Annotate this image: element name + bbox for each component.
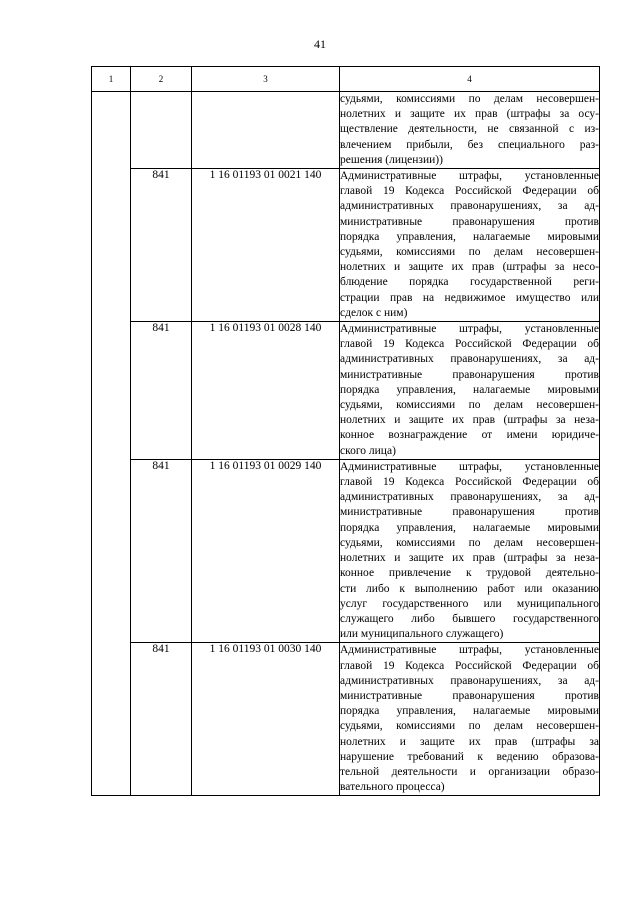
admin-code-cell: 841 [131,169,192,322]
description-line: административных правонарушениях, за ад- [340,200,599,213]
description-cell [340,169,600,322]
description-line: Административные штрафы, установленные [340,644,599,657]
description-line: нолетних и защите их прав (штрафы за осу- [340,108,599,121]
description-line: конное привлечение к трудовой деятельно- [340,567,599,580]
table-row [92,643,600,796]
description-line: сделок с ним) [340,306,408,319]
table-row [92,459,600,642]
description-line: сти либо к выполнению работ или оказанию [340,582,599,595]
header-col-1: 1 [92,67,131,92]
description-line: нолетних и защите их прав (штрафы за [340,735,599,748]
description-line: административных правонарушениях, за ад- [340,491,599,504]
description-line: судьями, комиссиями по делам несовершен- [340,536,599,549]
table-row [92,92,600,169]
description-line: нарушение требований к ведению образова- [340,750,599,763]
description-line: нолетних и защите их прав (штрафы за неза- [340,552,599,565]
description-line: тельной деятельности и организации образо- [340,765,599,778]
table-body [92,67,600,796]
table-header-row [92,67,600,92]
description-line: судьями, комиссиями по делам несовершен- [340,720,599,733]
description-line: Административные штрафы, установленные [340,460,599,473]
description-line: административных правонарушениях, за ад- [340,353,599,366]
description-line: судьями, комиссиями по делам несовершен- [340,246,599,259]
description-line: министративные правонарушения против [340,368,599,381]
kbk-cell: 1 16 01193 01 0021 140 [192,169,340,322]
header-col-3: 3 [192,67,340,92]
revenue-codes-table [91,66,600,796]
description-line: ского лица) [340,444,396,457]
admin-code-cell: 841 [131,459,192,642]
header-col-4: 4 [340,67,600,92]
description-line: судьями, комиссиями по делам несовершен- [340,399,599,412]
description-line: министративные правонарушения против [340,689,599,702]
description-line: административных правонарушениях, за ад- [340,674,599,687]
description-cell [340,643,600,796]
description-line: или муниципального служащего) [340,628,504,641]
description-line: вательного процесса) [340,781,445,794]
description-line: главой 19 Кодекса Российской Федерации об [340,659,599,672]
description-line: Административные штрафы, установленные [340,170,599,183]
description-line: услуг государственного или муниципального [340,597,599,610]
description-line: главой 19 Кодекса Российской Федерации об [340,338,599,351]
table-row [92,322,600,460]
kbk-cell: 1 16 01193 01 0029 140 [192,459,340,642]
description-line: порядка управления, налагаемые мировыми [340,705,599,718]
column-1-merged-cell [92,92,131,796]
description-line: министративные правонарушения против [340,506,599,519]
description-line: порядка управления, налагаемые мировыми [340,521,599,534]
description-line: блюдение порядка государственной реги- [340,276,599,289]
description-line: решения (лицензии)) [340,153,443,166]
description-line: главой 19 Кодекса Российской Федерации об [340,185,599,198]
kbk-cell: 1 16 01193 01 0028 140 [192,322,340,460]
description-cell [340,459,600,642]
description-line: порядка управления, налагаемые мировыми [340,383,599,396]
description-line: нолетних и защите их прав (штрафы за неза- [340,414,599,427]
description-line: нолетних и защите их прав (штрафы за несо- [340,261,599,274]
kbk-cell: 1 16 01193 01 0030 140 [192,643,340,796]
kbk-cell [192,92,340,169]
admin-code-cell: 841 [131,322,192,460]
description-line: судьями, комиссиями по делам несовершен- [340,93,599,105]
description-line: порядка управления, налагаемые мировыми [340,230,599,243]
description-line: страции прав на недвижимое имущество или [340,291,599,304]
description-cell [340,322,600,460]
description-line: служащего либо бывшего государственного [340,612,599,625]
description-line: ществление деятельности, не связанной с из- [340,123,599,136]
description-cell [340,92,600,169]
admin-code-cell: 841 [131,643,192,796]
page-number: 41 [314,37,326,51]
description-line: министративные правонарушения против [340,215,599,228]
description-line: влечением прибыли, без специального раз- [340,138,599,151]
table-row [92,169,600,322]
description-line: конное вознаграждение от имени юридиче- [340,429,599,442]
description-line: главой 19 Кодекса Российской Федерации об [340,476,599,489]
header-col-2: 2 [131,67,192,92]
description-line: Административные штрафы, установленные [340,323,599,336]
admin-code-cell [131,92,192,169]
